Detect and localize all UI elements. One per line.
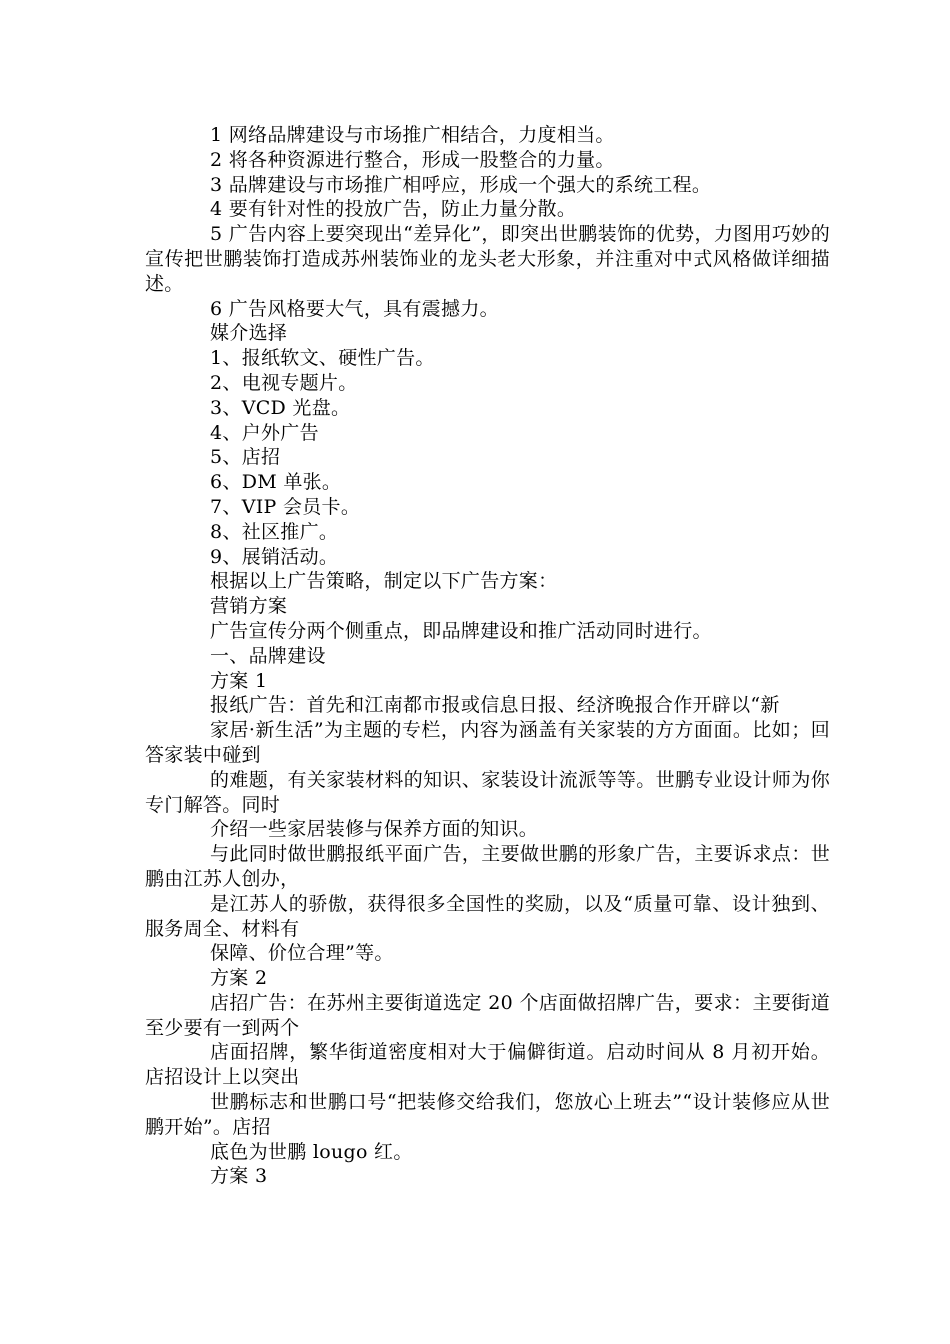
list-item: 3、VCD 光盘。 [210,396,351,419]
paragraph: 4 要有针对性的投放广告，防止力量分散。 [210,198,577,221]
paragraph: 6 广告风格要大气，具有震撼力。 [210,297,499,320]
paragraph: 与此同时做世鹏报纸平面广告，主要做世鹏的形象广告，主要诉求点：世鹏由江苏人创办， [145,843,830,890]
list-item: 5、店招 [210,446,281,469]
paragraph: 家居·新生活”为主题的专栏，内容为涵盖有关家装的方方面面。比如；回答家装中碰到 [145,719,830,766]
list-item: 6、DM 单张。 [210,471,342,494]
plan-heading: 方案 1 [210,669,268,692]
paragraph: 是江苏人的骄傲，获得很多全国性的奖励，以及“质量可靠、设计独到、服务周全、材料有 [145,892,830,940]
paragraph: 5 广告内容上要突现出“差异化”，即突出世鹏装饰的优势，力图用巧妙的宣传把世鹏装饰打造成苏州装饰业的龙头老大形象，并注重对中式风格做详细描述。 [145,223,830,295]
paragraph: 保障、价位合理”等。 [210,942,394,965]
plan-heading: 方案 3 [210,1165,268,1188]
section-heading: 媒介选择 [210,322,288,345]
paragraph: 介绍一些家居装修与保养方面的知识。 [210,818,539,841]
plan-heading: 方案 2 [210,967,268,990]
paragraph: 店面招牌，繁华街道密度相对大于偏僻街道。启动时间从 8 月初开始。店招设计上以突出 [145,1041,830,1089]
section-heading: 一、品牌建设 [210,644,326,667]
paragraph: 广告宣传分两个侧重点，即品牌建设和推广活动同时进行。 [210,619,712,642]
list-item: 7、VIP 会员卡。 [210,495,361,518]
list-item: 2、电视专题片。 [210,371,358,394]
section-heading: 营销方案 [210,595,288,618]
paragraph: 3 品牌建设与市场推广相呼应，形成一个强大的系统工程。 [210,173,712,196]
list-item: 4、户外广告 [210,421,319,444]
paragraph: 世鹏标志和世鹏口号“把装修交给我们，您放心上班去”“设计装修应从世鹏开始”。店招 [145,1091,830,1138]
list-item: 8、社区推广。 [210,520,339,543]
paragraph: 报纸广告：首先和江南都市报或信息日报、经济晚报合作开辟以“新 [210,694,780,717]
document-body [145,123,830,1189]
paragraph: 2 将各种资源进行整合，形成一股整合的力量。 [210,148,615,171]
paragraph: 店招广告：在苏州主要街道选定 20 个店面做招牌广告，要求：主要街道至少要有一到两个 [145,991,830,1039]
list-item: 1、报纸软文、硬性广告。 [210,347,435,370]
paragraph: 根据以上广告策略，制定以下广告方案： [210,570,558,593]
paragraph: 底色为世鹏 lougo 红。 [210,1140,413,1163]
list-item: 9、展销活动。 [210,545,339,568]
paragraph: 的难题，有关家装材料的知识、家装设计流派等等。世鹏专业设计师为你专门解答。同时 [145,768,830,816]
paragraph: 1 网络品牌建设与市场推广相结合，力度相当。 [210,124,615,146]
